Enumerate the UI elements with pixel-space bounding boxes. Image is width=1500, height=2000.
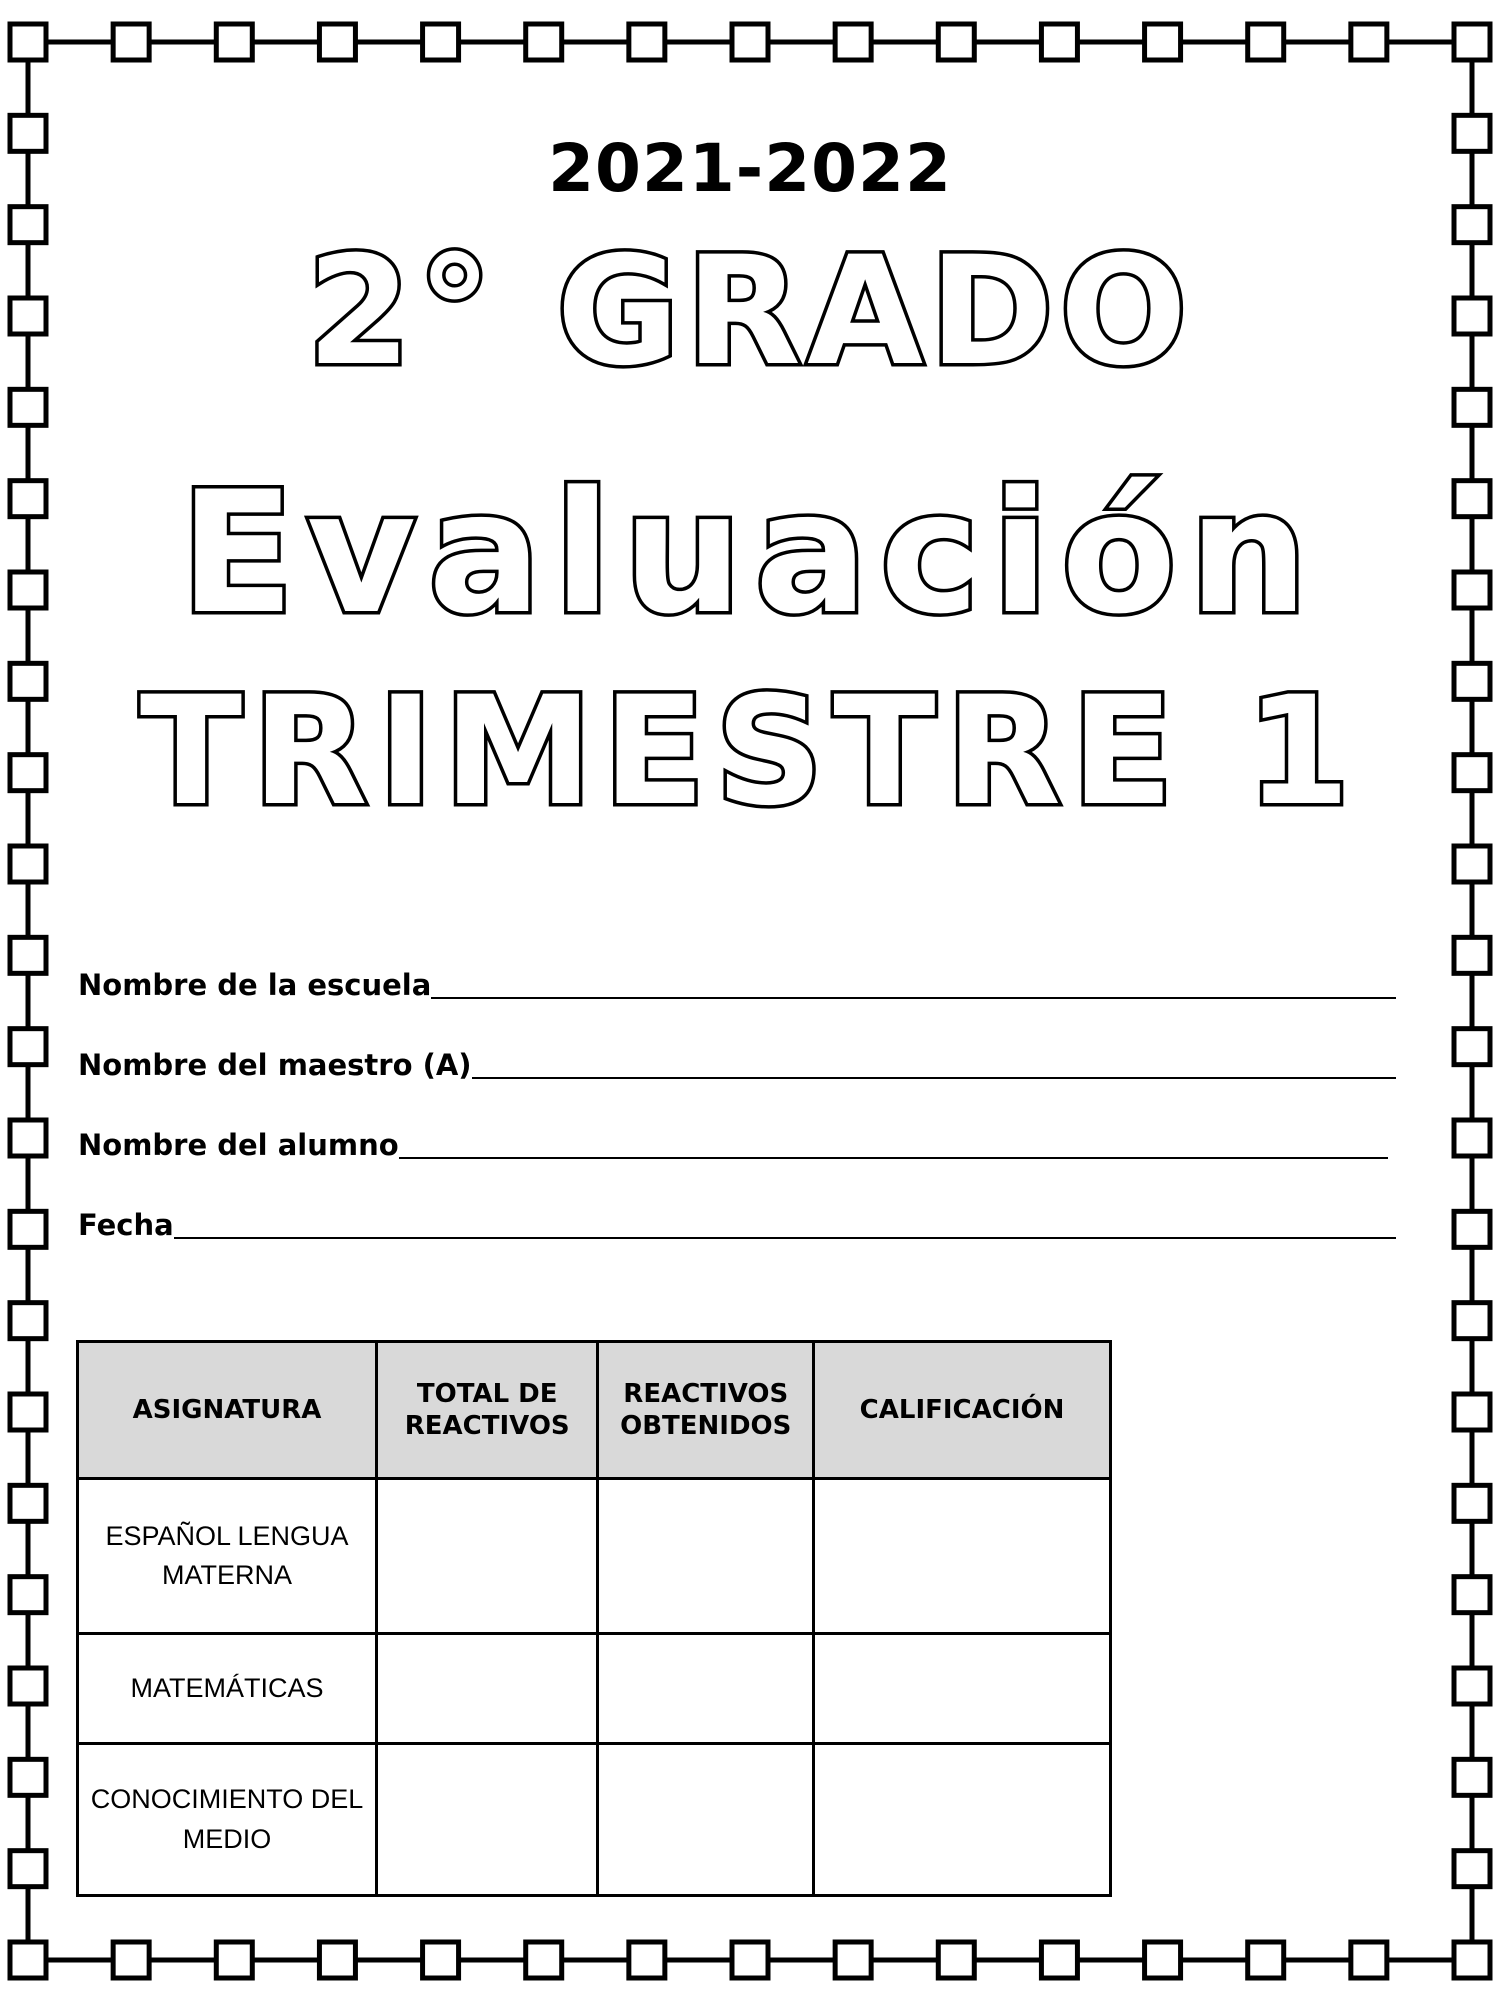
border-square [1145, 1942, 1181, 1978]
border-square [1454, 1668, 1490, 1704]
header-obtained-items: REACTIVOS OBTENIDOS [598, 1342, 814, 1479]
border-square [10, 1485, 46, 1521]
border-square [938, 24, 974, 60]
score-cell[interactable] [814, 1479, 1111, 1634]
border-square [732, 24, 768, 60]
border-square [10, 24, 46, 60]
border-square [423, 1942, 459, 1978]
border-square [10, 1851, 46, 1887]
border-square [10, 1029, 46, 1065]
table-row [78, 1634, 1111, 1744]
grade-title: 2° GRADO [306, 225, 1194, 399]
border-square [526, 1942, 562, 1978]
border-square [526, 24, 562, 60]
school-year: 2021-2022 [548, 130, 952, 207]
total-items-cell[interactable] [377, 1744, 598, 1896]
border-square [1454, 1120, 1490, 1156]
border-square [1454, 1759, 1490, 1795]
border-square [1454, 1851, 1490, 1887]
border-square [1248, 24, 1284, 60]
school-name-line[interactable] [431, 997, 1396, 999]
score-cell[interactable] [814, 1634, 1111, 1744]
border-square [216, 24, 252, 60]
border-square [319, 24, 355, 60]
school-name-field[interactable] [78, 962, 1396, 1002]
border-square [1454, 846, 1490, 882]
border-square [732, 1942, 768, 1978]
border-square [1351, 1942, 1387, 1978]
student-name-label: Nombre del alumno [78, 1128, 399, 1162]
border-square [113, 1942, 149, 1978]
border-square [10, 1120, 46, 1156]
border-square [629, 24, 665, 60]
border-square [1454, 1211, 1490, 1247]
teacher-name-field[interactable] [78, 1042, 1396, 1082]
border-square [1454, 1485, 1490, 1521]
header-total-items: TOTAL DE REACTIVOS [377, 1342, 598, 1479]
border-square [1454, 1303, 1490, 1339]
border-square [10, 937, 46, 973]
teacher-name-line[interactable] [472, 1077, 1396, 1079]
total-items-cell[interactable] [377, 1634, 598, 1744]
subject-cell: MATEMÁTICAS [78, 1634, 377, 1744]
term-title: TRIMESTRE 1 [139, 665, 1361, 839]
border-square [113, 24, 149, 60]
date-line[interactable] [174, 1237, 1396, 1239]
border-square [319, 1942, 355, 1978]
border-square [1041, 24, 1077, 60]
border-square [1454, 937, 1490, 973]
border-square [10, 1668, 46, 1704]
border-square [938, 1942, 974, 1978]
total-items-cell[interactable] [377, 1479, 598, 1634]
border-square [423, 24, 459, 60]
header-subject: ASIGNATURA [78, 1342, 377, 1479]
border-square [10, 1211, 46, 1247]
border-square [10, 1942, 46, 1978]
table-header-row [78, 1342, 1111, 1479]
border-square [1145, 24, 1181, 60]
obtained-items-cell[interactable] [598, 1634, 814, 1744]
student-name-field[interactable] [78, 1122, 1388, 1162]
subject-cell: CONOCIMIENTO DEL MEDIO [78, 1744, 377, 1896]
border-square [10, 1577, 46, 1613]
evaluation-title: Evaluación [179, 455, 1321, 651]
date-field[interactable] [78, 1202, 1396, 1242]
border-square [10, 1759, 46, 1795]
border-square [216, 1942, 252, 1978]
table-row [78, 1479, 1111, 1634]
teacher-name-label: Nombre del maestro (A) [78, 1048, 472, 1082]
obtained-items-cell[interactable] [598, 1744, 814, 1896]
border-square [1454, 1942, 1490, 1978]
grades-table [76, 1340, 1112, 1897]
border-square [1248, 1942, 1284, 1978]
header-score: CALIFICACIÓN [814, 1342, 1111, 1479]
border-square [1454, 1029, 1490, 1065]
border-square [1454, 1577, 1490, 1613]
school-name-label: Nombre de la escuela [78, 968, 432, 1002]
student-name-line[interactable] [399, 1157, 1388, 1159]
score-cell[interactable] [814, 1744, 1111, 1896]
border-square [1454, 24, 1490, 60]
border-square [10, 1394, 46, 1430]
border-square [835, 1942, 871, 1978]
border-square [1351, 24, 1387, 60]
border-square [10, 846, 46, 882]
border-square [1454, 1394, 1490, 1430]
border-square [629, 1942, 665, 1978]
table-row [78, 1744, 1111, 1896]
obtained-items-cell[interactable] [598, 1479, 814, 1634]
border-square [10, 1303, 46, 1339]
date-label: Fecha [78, 1208, 174, 1242]
border-square [835, 24, 871, 60]
subject-cell: ESPAÑOL LENGUA MATERNA [78, 1479, 377, 1634]
border-square [1041, 1942, 1077, 1978]
